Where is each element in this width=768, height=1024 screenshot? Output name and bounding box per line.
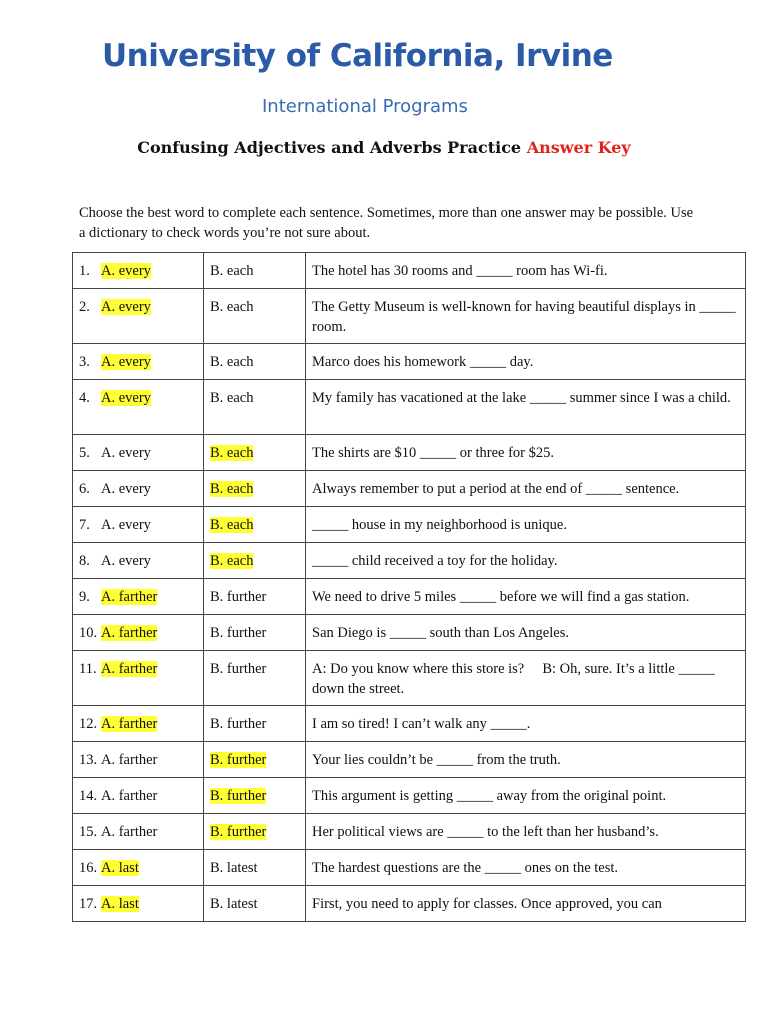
table-row (73, 850, 746, 886)
sentence-text: First, you need to apply for classes. Once approved, you can (312, 896, 662, 912)
table-row (73, 435, 746, 471)
item-number: 15. (79, 824, 98, 840)
table-row (73, 742, 746, 778)
option-a: A. farther (101, 716, 158, 732)
option-b: B. latest (210, 896, 258, 912)
table-row (73, 706, 746, 742)
option-b: B. further (210, 716, 267, 732)
item-number: 4. (79, 390, 90, 406)
option-b: B. further (210, 589, 267, 605)
option-b: B. further (210, 752, 267, 768)
table-row (73, 886, 746, 922)
option-b-cell (204, 706, 306, 742)
option-b-cell (204, 471, 306, 507)
option-b-cell (204, 253, 306, 289)
option-a: A. every (101, 299, 151, 315)
sentence-text: _____ house in my neighborhood is unique. (312, 517, 567, 533)
sentence-text: The hardest questions are the _____ ones on the test. (312, 860, 619, 876)
item-number: 9. (79, 589, 90, 605)
item-number: 7. (79, 517, 90, 533)
option-a-cell (73, 289, 204, 344)
option-b-cell (204, 778, 306, 814)
option-a-cell (73, 543, 204, 579)
option-b-cell (204, 435, 306, 471)
sentence-text: The Getty Museum is well-known for having beautiful displays in _____ room. (312, 299, 740, 335)
option-a: A. last (101, 896, 139, 912)
item-number: 16. (79, 860, 98, 876)
option-a-cell (73, 742, 204, 778)
table-row (73, 380, 746, 435)
option-b-cell (204, 615, 306, 651)
option-b: B. each (210, 517, 254, 533)
table-row (73, 507, 746, 543)
sentence-cell (306, 435, 746, 471)
option-a: A. every (101, 481, 151, 497)
table-row (73, 471, 746, 507)
option-b-cell (204, 651, 306, 706)
sentence-cell (306, 814, 746, 850)
option-b-cell (204, 380, 306, 435)
table-row (73, 289, 746, 344)
sentence-cell (306, 471, 746, 507)
option-a-cell (73, 435, 204, 471)
item-number: 10. (79, 625, 98, 641)
option-a: A. farther (101, 752, 158, 768)
practice-table (72, 252, 746, 922)
item-number: 11. (79, 661, 97, 677)
table-row (73, 543, 746, 579)
option-a-cell (73, 380, 204, 435)
option-a-cell (73, 507, 204, 543)
option-a: A. every (101, 445, 151, 461)
table-row (73, 253, 746, 289)
option-a: A. farther (101, 788, 158, 804)
sentence-text: San Diego is _____ south than Los Angeles. (312, 625, 569, 641)
option-b: B. each (210, 553, 254, 569)
item-number: 5. (79, 445, 90, 461)
option-b-cell (204, 886, 306, 922)
sentence-text: The hotel has 30 rooms and _____ room has Wi-fi. (312, 263, 608, 279)
table-row (73, 579, 746, 615)
sentence-text: Always remember to put a period at the end of _____ sentence. (312, 481, 680, 497)
option-b-cell (204, 543, 306, 579)
option-a: A. every (101, 263, 151, 279)
option-b: B. each (210, 390, 254, 406)
item-number: 6. (79, 481, 90, 497)
option-a: A. every (101, 390, 151, 406)
option-b-cell (204, 742, 306, 778)
option-a-cell (73, 706, 204, 742)
item-number: 14. (79, 788, 98, 804)
table-row (73, 651, 746, 706)
item-number: 13. (79, 752, 98, 768)
sentence-cell (306, 886, 746, 922)
option-b-cell (204, 507, 306, 543)
sentence-text: Marco does his homework _____ day. (312, 354, 534, 370)
item-number: 12. (79, 716, 98, 732)
option-a: A. last (101, 860, 139, 876)
option-a-cell (73, 850, 204, 886)
option-b-cell (204, 344, 306, 380)
item-number: 3. (79, 354, 90, 370)
sentence-text: Her political views are _____ to the left than her husband’s. (312, 824, 659, 840)
option-b: B. further (210, 788, 267, 804)
item-number: 2. (79, 299, 90, 315)
table-row (73, 344, 746, 380)
option-a-cell (73, 651, 204, 706)
sentence-cell (306, 543, 746, 579)
option-b: B. each (210, 299, 254, 315)
option-b: B. latest (210, 860, 258, 876)
sentence-cell (306, 289, 746, 344)
university-name: University of California, Irvine (102, 38, 613, 74)
sentence-cell (306, 507, 746, 543)
sentence-text: A: Do you know where this store is? B: Oh, sure. It’s a little _____ down the street. (312, 661, 719, 697)
option-a-cell (73, 579, 204, 615)
sentence-cell (306, 742, 746, 778)
instructions: Choose the best word to complete each sentence. Sometimes, more than one answer may be possible. Use a dictionary to check words you’re not sure about. (79, 205, 694, 241)
sentence-cell (306, 579, 746, 615)
option-b: B. further (210, 625, 267, 641)
option-b: B. each (210, 445, 254, 461)
option-a-cell (73, 253, 204, 289)
item-number: 8. (79, 553, 90, 569)
option-a-cell (73, 471, 204, 507)
option-a-cell (73, 344, 204, 380)
option-a: A. farther (101, 824, 158, 840)
sentence-cell (306, 615, 746, 651)
sentence-text: This argument is getting _____ away from the original point. (312, 788, 667, 804)
sentence-text: The shirts are $10 _____ or three for $25. (312, 445, 555, 461)
item-number: 1. (79, 263, 90, 279)
table-row (73, 778, 746, 814)
sentence-text: Your lies couldn’t be _____ from the truth. (312, 752, 561, 768)
page-title (0, 138, 768, 157)
option-a: A. every (101, 354, 151, 370)
sentence-cell (306, 778, 746, 814)
sentence-cell (306, 850, 746, 886)
option-b-cell (204, 579, 306, 615)
option-a: A. every (101, 517, 151, 533)
option-b: B. further (210, 824, 267, 840)
option-a-cell (73, 615, 204, 651)
answer-key-label: Answer Key (526, 138, 631, 157)
option-b-cell (204, 814, 306, 850)
table-row (73, 814, 746, 850)
option-b: B. each (210, 263, 254, 279)
item-number: 17. (79, 896, 98, 912)
option-b-cell (204, 289, 306, 344)
option-a: A. farther (101, 589, 158, 605)
sentence-text: I am so tired! I can’t walk any _____. (312, 716, 531, 732)
option-b-cell (204, 850, 306, 886)
option-b: B. each (210, 354, 254, 370)
sentence-text: We need to drive 5 miles _____ before we will find a gas station. (312, 589, 690, 605)
option-a-cell (73, 814, 204, 850)
sentence-cell (306, 380, 746, 435)
sentence-cell (306, 253, 746, 289)
sentence-cell (306, 706, 746, 742)
option-b: B. each (210, 481, 254, 497)
option-a-cell (73, 886, 204, 922)
title-main: Confusing Adjectives and Adverbs Practice (137, 138, 522, 157)
table-row (73, 615, 746, 651)
option-a: A. farther (101, 661, 158, 677)
option-a: A. farther (101, 625, 158, 641)
option-a: A. every (101, 553, 151, 569)
option-b: B. further (210, 661, 267, 677)
program-name: International Programs (262, 96, 468, 117)
sentence-text: My family has vacationed at the lake _____ summer since I was a child. (312, 390, 731, 406)
sentence-text: _____ child received a toy for the holiday. (312, 553, 558, 569)
option-a-cell (73, 778, 204, 814)
sentence-cell (306, 651, 746, 706)
sentence-cell (306, 344, 746, 380)
